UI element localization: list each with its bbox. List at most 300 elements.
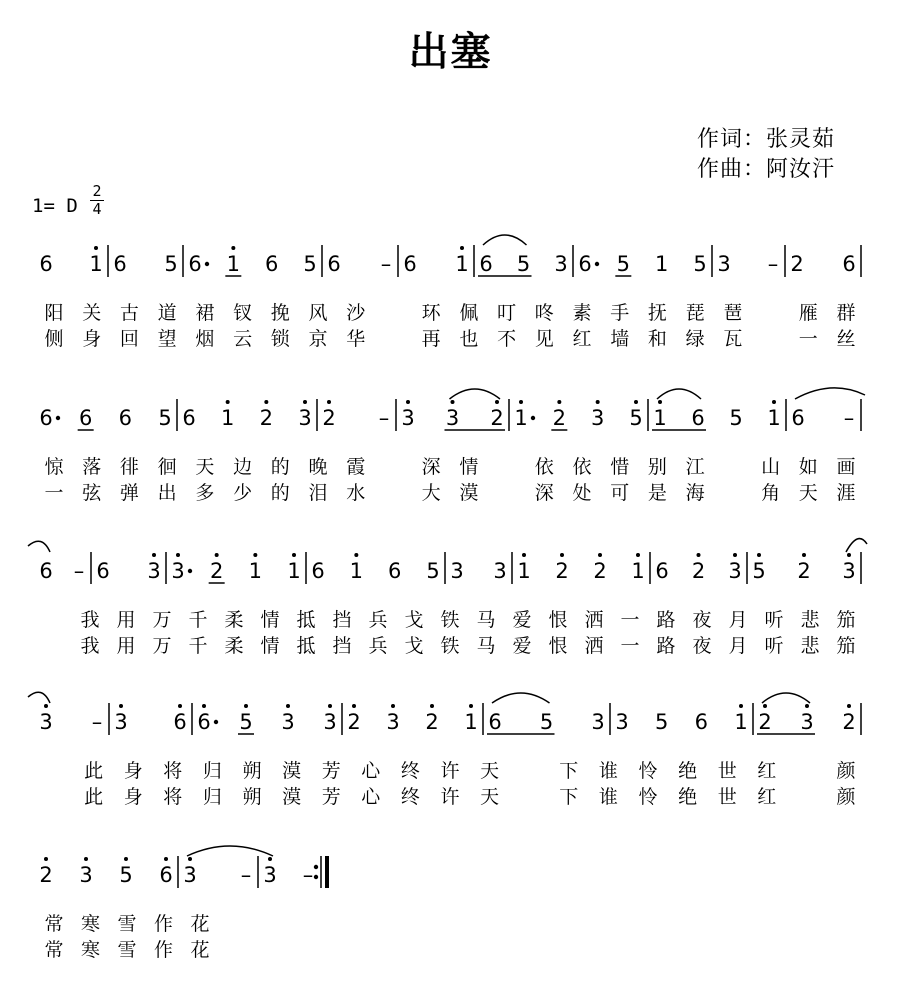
high-octave-dot (636, 553, 640, 557)
lyric-char: 铁 (440, 609, 460, 631)
lyric-char: 月 (728, 635, 748, 657)
note: 2 (790, 252, 804, 276)
lyric-char: 兵 (368, 635, 388, 657)
note: 6 (197, 710, 211, 734)
note: 3 (79, 863, 93, 887)
lyric-char: 身 (123, 760, 143, 782)
lyric-char: 素 (572, 302, 592, 324)
lyric-char: 情 (459, 456, 479, 478)
note: 3 (114, 710, 128, 734)
high-octave-dot (188, 857, 192, 861)
lyric-char: 漠 (459, 482, 479, 504)
lyric-char: 世 (717, 760, 737, 782)
note: 3 (39, 710, 53, 734)
lyric-char: 云 (233, 328, 253, 350)
lyric-char: 抵 (296, 635, 316, 657)
note: 6 (188, 252, 202, 276)
lyric-char: 悲 (800, 609, 820, 631)
composer-credit: 作曲：阿汝汗 (697, 157, 836, 182)
lyric-char: 裙 (195, 302, 215, 324)
dash-note: – (380, 252, 392, 276)
high-octave-dot (44, 704, 48, 708)
lyric-char: 落 (82, 456, 102, 478)
lyric-char: 一 (44, 482, 64, 504)
lyric-char: 深 (534, 482, 554, 504)
lyric-char: 我 (80, 635, 100, 657)
lyric-char: 大 (421, 482, 441, 504)
note: 6 (327, 252, 341, 276)
high-octave-dot (658, 400, 662, 404)
lyric-char: 绝 (678, 786, 698, 808)
lyric-char: 悲 (800, 635, 820, 657)
lyric-char: 听 (764, 635, 784, 657)
lyric-char: 侧 (44, 328, 64, 350)
note: 5 (119, 863, 133, 887)
lyric-char: 抵 (296, 609, 316, 631)
lyric-char: 墙 (610, 328, 630, 350)
augmentation-dot (214, 720, 218, 724)
note: 6 (173, 710, 187, 734)
high-octave-dot (772, 400, 776, 404)
lyric-char: 泪 (308, 482, 328, 504)
tie-slur (657, 389, 701, 399)
note: 3 (183, 863, 197, 887)
high-octave-dot (328, 704, 332, 708)
lyric-char: 江 (685, 456, 705, 478)
key-signature: 1= D (32, 195, 78, 217)
augmentation-dot (56, 416, 60, 420)
note: 3 (445, 406, 460, 430)
high-octave-dot (268, 857, 272, 861)
lyric-char: 沙 (346, 302, 366, 324)
note: 3 (493, 559, 507, 583)
lyric-char: 的 (270, 456, 290, 478)
lyric-char: 千 (188, 635, 208, 657)
high-octave-dot (451, 400, 455, 404)
lyric-char: 钗 (233, 302, 253, 324)
lyric-char: 作 (153, 913, 174, 935)
augmentation-dot (205, 262, 209, 266)
lyric-char: 少 (233, 482, 253, 504)
high-octave-dot (802, 553, 806, 557)
high-octave-dot (847, 704, 851, 708)
lyric-char: 马 (476, 609, 496, 631)
note: 2 (842, 710, 856, 734)
note: 6 (791, 406, 805, 430)
lyric-char: 马 (476, 635, 496, 657)
lyric-char: 丝 (836, 328, 856, 350)
high-octave-dot (697, 553, 701, 557)
note: 2 (322, 406, 336, 430)
lyric-char: 徘 (119, 456, 139, 478)
high-octave-dot (119, 704, 123, 708)
lyric-char: 漠 (282, 786, 302, 808)
lyric-char: 红 (757, 786, 777, 808)
dash-note: – (843, 406, 855, 430)
lyric-char: 再 (421, 328, 441, 350)
tie-slur (762, 693, 810, 703)
lyric-char: 挡 (332, 609, 352, 631)
note: 3 (591, 710, 605, 734)
note: 6 (264, 252, 279, 276)
lyric-char: 琵 (685, 302, 705, 324)
lyric-char: 花 (190, 939, 210, 961)
dash-note: – (73, 559, 85, 583)
augmentation-dot (188, 569, 192, 573)
note: 5 (239, 710, 253, 734)
dash-note: – (91, 710, 103, 734)
note: 3 (717, 252, 731, 276)
lyric-char: 天 (195, 456, 215, 478)
lyric-char: 佩 (459, 302, 479, 324)
lyric-char: 不 (497, 328, 517, 350)
high-octave-dot (560, 553, 564, 557)
lyric-char: 叮 (497, 302, 517, 324)
high-octave-dot (596, 400, 600, 404)
note: 2 (39, 863, 53, 887)
lyric-char: 柔 (224, 609, 244, 631)
system-2 (39, 388, 865, 504)
lyric-char: 惊 (44, 456, 64, 478)
high-octave-dot (460, 246, 464, 250)
note: 2 (259, 406, 274, 430)
note: 6 (655, 559, 669, 583)
high-octave-dot (634, 400, 638, 404)
note: 1 (349, 559, 364, 583)
tie-slur (492, 693, 550, 703)
lyric-char: 心 (361, 760, 381, 782)
lyric-char: 挽 (270, 302, 290, 324)
note: 6 (39, 252, 53, 276)
lyric-char: 海 (685, 482, 705, 504)
lyric-char: 挡 (332, 635, 352, 657)
lyric-char: 怜 (638, 786, 658, 808)
time-signature-beats: 2 (92, 182, 102, 200)
high-octave-dot (522, 553, 526, 557)
note: 2 (758, 710, 772, 734)
lyric-char: 水 (346, 482, 366, 504)
note: 5 (426, 559, 440, 583)
lyric-char: 古 (119, 302, 139, 324)
lyric-char: 深 (421, 456, 441, 478)
lyric-char: 朔 (242, 760, 262, 782)
high-octave-dot (805, 704, 809, 708)
dash-note: – (767, 252, 779, 276)
lyric-char: 情 (260, 609, 280, 631)
tie-slur (28, 541, 50, 552)
high-octave-dot (557, 400, 561, 404)
dash-note: – (302, 863, 314, 887)
lyric-char: 世 (717, 786, 737, 808)
lyric-char: 恨 (548, 635, 568, 657)
lyric-char: 弦 (82, 482, 102, 504)
lyric-char: 一 (798, 328, 818, 350)
lyric-char: 夜 (692, 609, 712, 631)
lyric-char: 漠 (282, 760, 302, 782)
lyric-char: 万 (152, 609, 172, 631)
note: 5 (654, 710, 669, 734)
lyric-char: 身 (82, 328, 102, 350)
note: 2 (797, 559, 811, 583)
high-octave-dot (354, 553, 358, 557)
lyric-char: 一 (620, 609, 640, 631)
dash-note: – (240, 863, 252, 887)
lyric-char: 角 (761, 482, 781, 504)
high-octave-dot (757, 553, 761, 557)
note: 2 (209, 559, 224, 583)
lyric-char: 身 (123, 786, 143, 808)
note: 6 (113, 252, 127, 276)
note: 6 (159, 863, 173, 887)
note: 3 (171, 559, 185, 583)
high-octave-dot (264, 400, 268, 404)
lyric-char: 道 (157, 302, 177, 324)
lyric-char: 雁 (798, 302, 818, 324)
lyric-char: 兵 (368, 609, 388, 631)
lyric-char: 处 (572, 482, 592, 504)
note: 5 (516, 252, 531, 276)
lyric-char: 弹 (119, 482, 139, 504)
high-octave-dot (215, 553, 219, 557)
lyric-char: 千 (188, 609, 208, 631)
note: 1 (248, 559, 263, 583)
lyric-char: 用 (116, 635, 136, 657)
lyric-char: 笳 (836, 635, 856, 657)
lyric-char: 铁 (440, 635, 460, 657)
high-octave-dot (286, 704, 290, 708)
lyric-char: 的 (270, 482, 290, 504)
tie-slur (450, 389, 501, 399)
high-octave-dot (352, 704, 356, 708)
note: 3 (281, 710, 295, 734)
note: 6 (39, 406, 53, 430)
tie-slur (795, 388, 865, 399)
note: 5 (303, 252, 317, 276)
lyric-char: 常 (44, 939, 64, 961)
lyric-char: 天 (798, 482, 818, 504)
lyric-char: 路 (656, 609, 676, 631)
lyric-char: 许 (440, 786, 460, 808)
lyric-char: 寒 (80, 939, 101, 961)
note: 2 (552, 406, 567, 430)
lyric-char: 下 (559, 760, 579, 782)
lyric-char: 京 (308, 328, 328, 350)
note: 5 (164, 252, 178, 276)
system-3 (28, 539, 867, 657)
lyric-char: 出 (157, 482, 177, 504)
note: 5 (752, 559, 766, 583)
lyric-char: 多 (195, 482, 215, 504)
lyric-char: 见 (534, 328, 554, 350)
lyric-char: 此 (84, 786, 104, 808)
note: 3 (615, 710, 629, 734)
tie-slur (187, 846, 273, 856)
dash-note: – (378, 406, 390, 430)
lyric-char: 情 (260, 635, 280, 657)
high-octave-dot (253, 553, 257, 557)
lyric-char: 夜 (692, 635, 712, 657)
lyric-char: 将 (163, 760, 183, 782)
lyric-char: 作 (153, 939, 174, 961)
high-octave-dot (231, 246, 235, 250)
note: 2 (555, 559, 569, 583)
lyric-char: 风 (308, 302, 328, 324)
lyric-char: 群 (836, 302, 856, 324)
lyric-char: 关 (82, 302, 102, 324)
high-octave-dot (733, 553, 737, 557)
note: 6 (691, 406, 705, 430)
high-octave-dot (847, 553, 851, 557)
lyric-char: 依 (534, 456, 554, 478)
lyric-char: 山 (761, 456, 781, 478)
high-octave-dot (178, 704, 182, 708)
lyric-char: 依 (572, 456, 592, 478)
high-octave-dot (763, 704, 767, 708)
note: 3 (147, 559, 161, 583)
lyric-char: 朔 (242, 786, 262, 808)
high-octave-dot (495, 400, 499, 404)
high-octave-dot (164, 857, 168, 861)
note: 3 (323, 710, 337, 734)
note: 1 (514, 406, 528, 430)
tie-slur (846, 539, 867, 552)
lyric-char: 归 (202, 760, 222, 782)
high-octave-dot (176, 553, 180, 557)
lyric-char: 此 (84, 760, 104, 782)
lyric-char: 芳 (321, 786, 341, 808)
high-octave-dot (469, 704, 473, 708)
lyric-char: 也 (459, 328, 479, 350)
lyric-char: 爱 (512, 635, 532, 657)
lyric-char: 锁 (270, 328, 290, 350)
lyric-char: 常 (44, 913, 64, 935)
lyric-char: 怜 (638, 760, 658, 782)
lyric-char: 寒 (80, 913, 101, 935)
note: 6 (479, 252, 493, 276)
lyric-char: 琶 (723, 302, 743, 324)
lyric-char: 天 (480, 786, 500, 808)
lyric-char: 谁 (598, 786, 618, 808)
lyric-char: 一 (620, 635, 640, 657)
lyric-char: 别 (647, 456, 667, 478)
lyric-char: 环 (421, 302, 441, 324)
system-1 (39, 235, 861, 350)
lyric-char: 将 (163, 786, 183, 808)
lyric-char: 爱 (512, 609, 532, 631)
lyric-char: 心 (361, 786, 381, 808)
lyric-char: 许 (440, 760, 460, 782)
note: 3 (800, 710, 814, 734)
augmentation-dot (531, 416, 535, 420)
lyric-char: 芳 (321, 760, 341, 782)
lyric-char: 是 (647, 482, 667, 504)
lyric-char: 如 (798, 456, 818, 478)
lyric-char: 阳 (44, 302, 64, 324)
note: 2 (490, 406, 504, 430)
note: 6 (96, 559, 110, 583)
lyric-char: 烟 (195, 328, 215, 350)
note: 1 (455, 252, 469, 276)
lyric-char: 雪 (117, 913, 137, 935)
note: 5 (158, 406, 172, 430)
lyric-char: 红 (757, 760, 777, 782)
lyric-char: 望 (157, 328, 177, 350)
note: 3 (842, 559, 856, 583)
tie-slur (28, 692, 50, 703)
lyric-char: 花 (190, 913, 210, 935)
lyric-char: 路 (656, 635, 676, 657)
lyric-char: 画 (836, 456, 856, 478)
note: 2 (593, 559, 607, 583)
note: 6 (311, 559, 325, 583)
lyric-char: 用 (116, 609, 136, 631)
lyric-char: 绝 (678, 760, 698, 782)
note: 5 (729, 406, 743, 430)
high-octave-dot (292, 553, 296, 557)
note: 6 (578, 252, 592, 276)
lyric-char: 戈 (404, 609, 424, 631)
note: 3 (298, 406, 312, 430)
high-octave-dot (391, 704, 395, 708)
note: 3 (450, 559, 464, 583)
note: 6 (387, 559, 402, 583)
note: 2 (691, 559, 706, 583)
lyric-char: 万 (152, 635, 172, 657)
lyric-char: 惜 (610, 456, 630, 478)
lyric-char: 雪 (117, 939, 137, 961)
lyric-char: 边 (233, 456, 253, 478)
note: 3 (263, 863, 277, 887)
lyric-char: 归 (202, 786, 222, 808)
augmentation-dot (595, 262, 599, 266)
lyric-char: 晚 (308, 456, 328, 478)
high-octave-dot (94, 246, 98, 250)
lyric-char: 听 (764, 609, 784, 631)
lyric-char: 我 (80, 609, 100, 631)
high-octave-dot (519, 400, 523, 404)
note: 3 (728, 559, 742, 583)
note: 6 (118, 406, 133, 430)
high-octave-dot (739, 704, 743, 708)
lyric-char: 绿 (685, 328, 705, 350)
lyric-char: 手 (610, 302, 630, 324)
tie-slur (483, 235, 527, 245)
high-octave-dot (303, 400, 307, 404)
lyric-char: 下 (559, 786, 579, 808)
lyric-char: 涯 (836, 482, 856, 504)
system-5 (39, 846, 327, 961)
note: 5 (693, 252, 707, 276)
lyric-char: 咚 (534, 302, 554, 324)
lyric-char: 恨 (548, 609, 568, 631)
note: 1 (464, 710, 478, 734)
high-octave-dot (430, 704, 434, 708)
time-signature-unit: 4 (92, 200, 102, 218)
lyric-char: 抚 (647, 302, 667, 324)
lyric-char: 颜 (836, 786, 856, 808)
note: 3 (401, 406, 415, 430)
note: 5 (539, 710, 554, 734)
note: 2 (425, 710, 439, 734)
lyric-char: 谁 (598, 760, 618, 782)
note: 1 (654, 252, 669, 276)
high-octave-dot (598, 553, 602, 557)
lyric-char: 笳 (836, 609, 856, 631)
note: 1 (653, 406, 667, 430)
lyricist-credit: 作词：张灵茹 (697, 127, 836, 152)
note: 3 (386, 710, 400, 734)
note: 1 (517, 559, 531, 583)
